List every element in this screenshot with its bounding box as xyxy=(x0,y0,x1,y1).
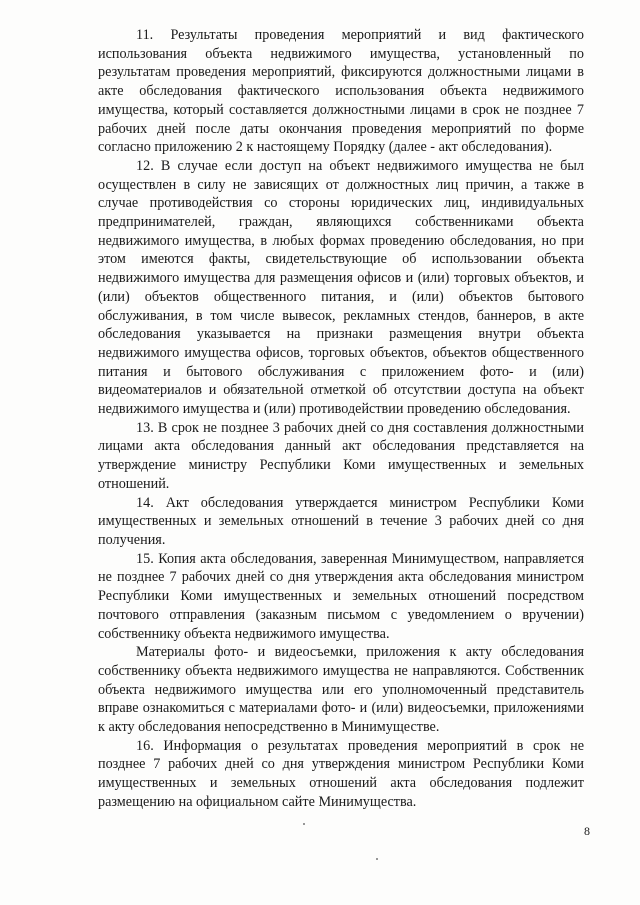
document-body xyxy=(98,26,584,812)
paragraph-15-materials: Материалы фото- и видеосъемки, приложения к акту обследования собственнику объекта недвижимого имущества не направляются. Собственник объекта недвижимого имущества или его уполномоченный представитель вправе ознакомиться с материалами фото- и (или) видеосъемки, приложениями к акту обследования непосредственно в Минимуществе. xyxy=(98,644,584,736)
paragraph-13: 13. В срок не позднее 3 рабочих дней со дня составления должностными лицами акта обследования данный акт обследования представляется на утверждение министру Республики Коми имущественных и земельных отношений. xyxy=(98,419,584,492)
page-number: 8 xyxy=(584,824,590,838)
paragraph-11: 11. Результаты проведения мероприятий и вид фактического использования объекта недвижимого имущества, установленный по результатам проведения мероприятий, фиксируются должностными лицами в акте обследования фактического использования объекта недвижимого имущества, который составляется должностными лицами в срок не позднее 7 рабочих дней после даты окончания проведения мероприятий по форме согласно приложению 2 к настоящему Порядку (далее - акт обследования). xyxy=(98,27,584,156)
paragraph-12: 12. В случае если доступ на объект недвижимого имущества не был осуществлен в силу не зависящих от должностных лиц причин, а также в случае противодействия со стороны юридических лиц, индивидуальных предпринимателей, граждан, являющихся собственниками объекта недвижимого имущества, в любых формах проведению обследования, но при этом имеются факты, свидетельствующие об использовании объекта недвижимого имущества для размещения офисов и (или) торговых объектов, и (или) объектов общественного питания, и (или) объектов бытового обслуживания, в том числе вывесок, рекламных стендов, баннеров, в акте обследования указывается на признаки размещения внутри объекта недвижимого имущества офисов, торговых объектов, объектов общественного питания и бытового обслуживания с приложением фото- и (или) видеоматериалов и обязательной отметкой об отсутствии доступа на объект недвижимого имущества и (или) противодействии проведению обследования. xyxy=(98,157,584,418)
paragraph-14: 14. Акт обследования утверждается министром Республики Коми имущественных и земельных отношений в течение 3 рабочих дней со дня получения. xyxy=(98,494,584,548)
paragraph-15: 15. Копия акта обследования, заверенная Минимуществом, направляется не позднее 7 рабочих дней со дня утверждения акта обследования министром Республики Коми имущественных и земельных отношений посредством почтового отправления (заказным письмом с уведомлением о вручении) собственнику объекта недвижимого имущества. xyxy=(98,550,584,642)
scan-speck xyxy=(376,858,378,860)
scan-speck xyxy=(303,823,305,825)
paragraph-16: 16. Информация о результатах проведения мероприятий в срок не позднее 7 рабочих дней со дня утверждения министром Республики Коми имущественных и земельных отношений акта обследования подлежит размещению на официальном сайте Минимущества. xyxy=(98,737,584,810)
